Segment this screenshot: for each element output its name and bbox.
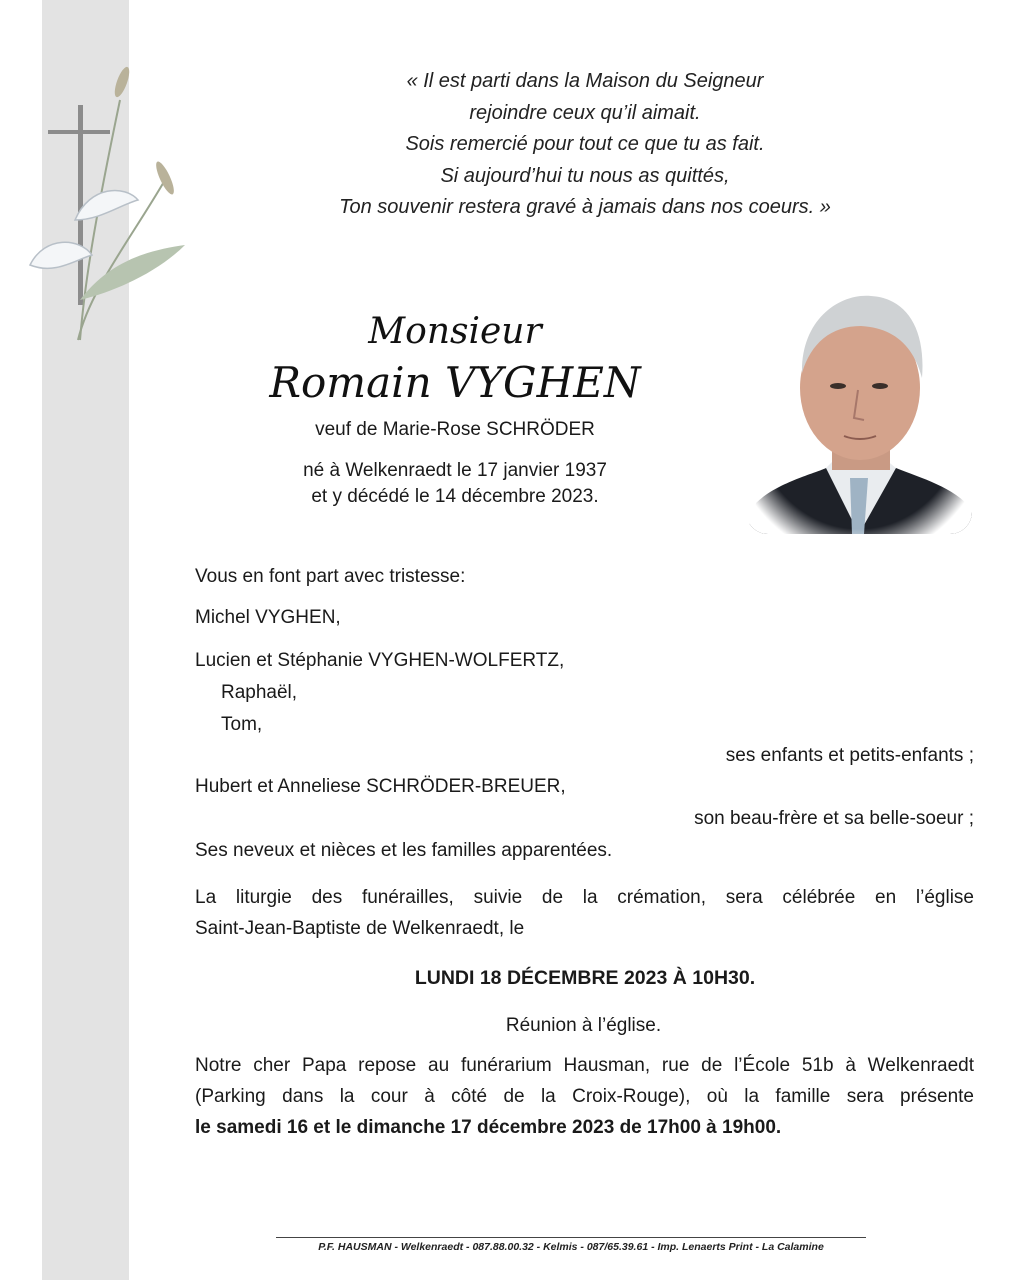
- visit-line-1: Notre cher Papa repose au funérarium Hausman, rue de l’École 51b à Welkenraedt: [195, 1055, 974, 1076]
- widow-of: veuf de Marie-Rose SCHRÖDER: [315, 419, 595, 440]
- honorific: Monsieur: [368, 311, 542, 352]
- visit-line-3: le samedi 16 et le dimanche 17 décembre 2023 de 17h00 à 19h00.: [195, 1117, 782, 1138]
- nephews-line: Ses neveux et nièces et les familles apparentées.: [195, 840, 613, 861]
- footer-divider: [276, 1237, 866, 1238]
- cross-lilies-wheat-icon: [20, 60, 190, 360]
- birth-line: né à Welkenraedt le 17 janvier 1937: [303, 460, 607, 481]
- meeting-line: Réunion à l’église.: [505, 1015, 662, 1036]
- inlaws-label: son beau-frère et sa belle-soeur ;: [694, 808, 974, 829]
- grandchild-raphael: Raphaël,: [221, 682, 298, 703]
- grandchild-tom: Tom,: [221, 714, 263, 735]
- ceremony-date: LUNDI 18 DÉCEMBRE 2023 À 10H30.: [414, 967, 756, 989]
- visit-line-2: (Parking dans la cour à côté de la Croix-Rouge), où la famille sera présente: [195, 1086, 974, 1107]
- deceased-name: Romain VYGHEN: [269, 358, 641, 407]
- poem-line: Ton souvenir restera gravé à jamais dans nos coeurs. »: [339, 196, 831, 218]
- poem-line: Si aujourd’hui tu nous as quittés,: [440, 164, 730, 187]
- portrait-photo: [746, 278, 972, 534]
- poem: [290, 66, 880, 224]
- ceremony-line-1: La liturgie des funérailles, suivie de la crémation, sera célébrée en l’église: [195, 887, 974, 908]
- family-hubert: Hubert et Anneliese SCHRÖDER-BREUER,: [195, 776, 566, 797]
- poem-line: « Il est parti dans la Maison du Seigneur: [406, 70, 764, 92]
- intro-line: Vous en font part avec tristesse:: [195, 566, 466, 587]
- ceremony-line-2: Saint-Jean-Baptiste de Welkenraedt, le: [195, 918, 525, 939]
- poem-line: Sois remercié pour tout ce que tu as fait.: [405, 133, 765, 155]
- deceased-block: [250, 310, 660, 510]
- children-label: ses enfants et petits-enfants ;: [725, 745, 974, 766]
- footer-credits: P.F. HAUSMAN - Welkenraedt - 087.88.00.32 - Kelmis - 087/65.39.61 - Imp. Lenaerts Print - La Calamine: [318, 1241, 824, 1253]
- death-line: et y décédé le 14 décembre 2023.: [311, 486, 599, 507]
- family-michel: Michel VYGHEN,: [195, 607, 341, 628]
- poem-line: rejoindre ceux qu’il aimait.: [469, 101, 701, 124]
- family-lucien: Lucien et Stéphanie VYGHEN-WOLFERTZ,: [195, 650, 565, 671]
